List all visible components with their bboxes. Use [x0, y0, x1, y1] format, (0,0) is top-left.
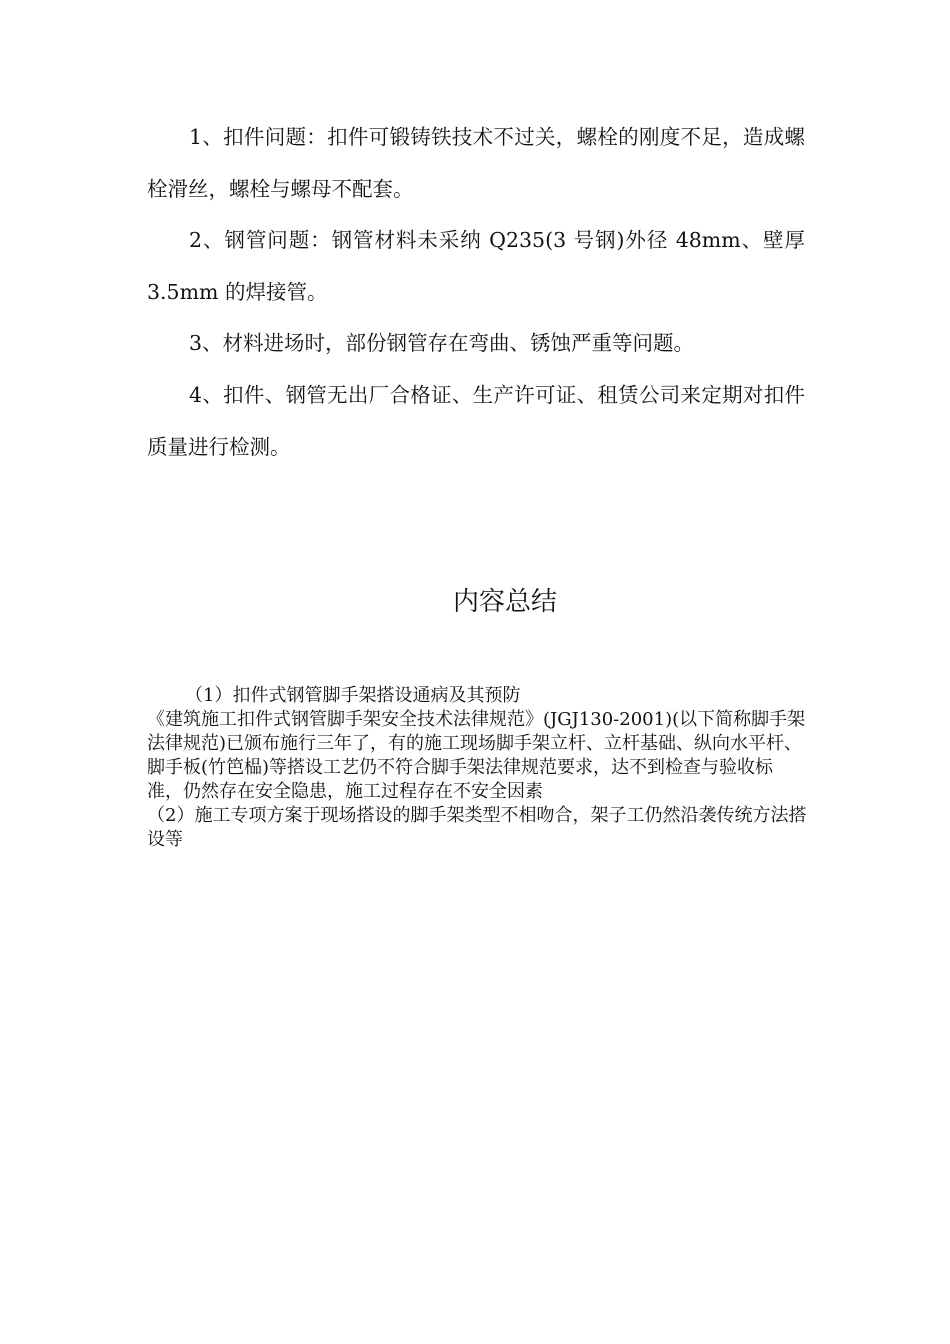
summary-item2: （2）施工专项方案于现场搭设的脚手架类型不相吻合，架子工仍然沿袭传统方法搭设等 [147, 805, 807, 850]
summary-item1-body: 《建筑施工扣件式钢管脚手架安全技术法律规范》(JGJ130-2001)(以下简称脚手架法律规范)已颁布施行三年了，有的施工现场脚手架立杆、立杆基础、纵向水平杆、脚手板(竹笆榀)等搭设工艺仍不符合脚手架法律规范要求，达不到检查与验收标准，仍然存在安全隐患，施工过程存在不安全因素 [147, 709, 806, 802]
paragraph-steel-pipe-issue: 2、钢管问题：钢管材料未采纳 Q235(3 号钢)外径 48mm、壁厚 3.5mm 的焊接管。 [147, 228, 805, 304]
summary-item1-heading: （1）扣件式钢管脚手架搭设通病及其预防 [185, 685, 521, 706]
summary-content [147, 684, 807, 852]
paragraph-material-entry-issue: 3、材料进场时，部份钢管存在弯曲、锈蚀严重等问题。 [189, 331, 695, 355]
summary-title: 内容总结 [452, 587, 557, 617]
paragraph-fastener-issue: 1、扣件问题：扣件可锻铸铁技术不过关，螺栓的刚度不足，造成螺栓滑丝，螺栓与螺母不配套。 [147, 125, 805, 201]
paragraph-certificate-issue: 4、扣件、钢管无出厂合格证、生产许可证、租赁公司来定期对扣件质量进行检测。 [147, 383, 805, 459]
